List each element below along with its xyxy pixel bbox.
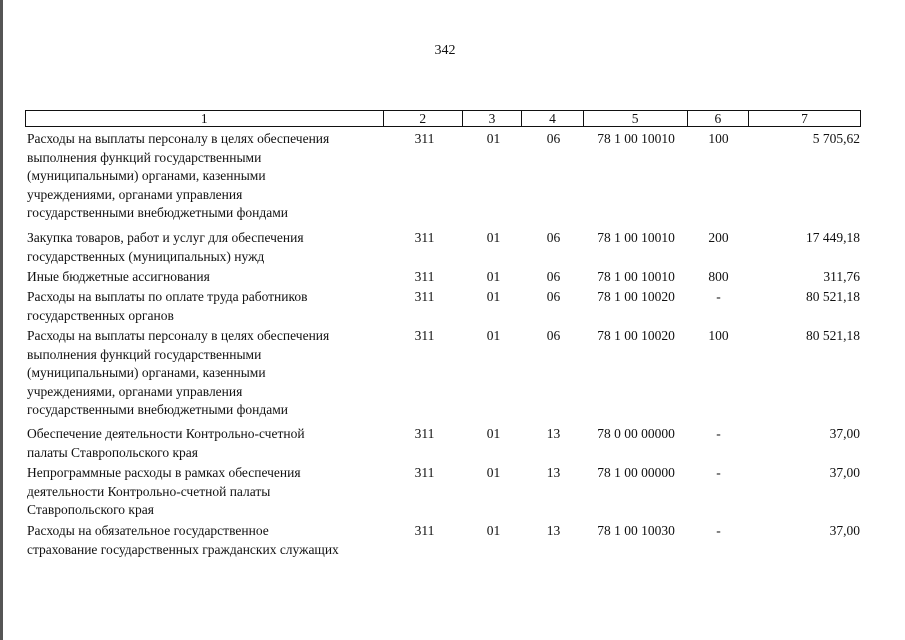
section-code: 311 xyxy=(414,289,435,304)
target-article-code: 78 1 00 00000 xyxy=(597,465,675,480)
expense-type-code: - xyxy=(716,426,721,441)
description-line: Расходы на обязательное государственное xyxy=(27,523,269,538)
amount: 311,76 xyxy=(823,269,860,284)
subsection-code: 01 xyxy=(486,523,501,538)
target-article-code: 78 1 00 10020 xyxy=(597,328,675,343)
subsection-code: 01 xyxy=(486,131,501,146)
row-description xyxy=(25,464,385,520)
subsection-code-2: 13 xyxy=(546,523,561,538)
description-line: Расходы на выплаты по оплате труда работников xyxy=(27,289,308,304)
description-line: государственными внебюджетными фондами xyxy=(27,205,289,220)
table-header xyxy=(25,110,861,127)
header-col-3: 3 xyxy=(463,111,522,126)
target-article-code: 78 1 00 10030 xyxy=(597,523,675,538)
description-line: (муниципальными) органами, казенными xyxy=(27,365,266,380)
subsection-code: 01 xyxy=(486,465,501,480)
amount: 5 705,62 xyxy=(812,131,860,146)
subsection-code: 01 xyxy=(486,426,501,441)
expense-type-code: 800 xyxy=(708,269,729,284)
description-line: страхование государственных гражданских служащих xyxy=(27,541,339,557)
description-line: палаты Ставропольского края xyxy=(27,444,198,460)
description-line: Непрограммные расходы в рамках обеспечения xyxy=(27,465,301,480)
section-code: 311 xyxy=(414,523,435,538)
row-description xyxy=(25,229,385,266)
description-line: Закупка товаров, работ и услуг для обеспечения xyxy=(27,230,304,245)
amount: 37,00 xyxy=(829,523,860,538)
section-code: 311 xyxy=(414,426,435,441)
expense-type-code: 200 xyxy=(708,230,729,245)
subsection-code: 01 xyxy=(486,230,501,245)
description-line: (муниципальными) органами, казенными xyxy=(27,168,266,183)
expense-type-code: - xyxy=(716,523,721,538)
row-description xyxy=(25,522,385,559)
expense-type-code: 100 xyxy=(708,328,729,343)
amount: 80 521,18 xyxy=(806,328,860,343)
table-row xyxy=(25,464,861,520)
header-col-7: 7 xyxy=(801,111,808,126)
section-code: 311 xyxy=(414,230,435,245)
description-line: Расходы на выплаты персоналу в целях обеспечения xyxy=(27,131,330,146)
amount: 17 449,18 xyxy=(806,230,860,245)
description-line: государственных органов xyxy=(27,307,174,323)
table-row xyxy=(25,288,861,325)
table-row xyxy=(25,327,861,420)
amount: 37,00 xyxy=(829,465,860,480)
table-row xyxy=(25,268,861,287)
expense-type-code: - xyxy=(716,465,721,480)
scan-edge xyxy=(0,0,3,640)
description-line: деятельности Контрольно-счетной палаты xyxy=(27,483,271,499)
description-line: выполнения функций государственными xyxy=(27,149,262,165)
subsection-code: 01 xyxy=(486,289,501,304)
description-line: Расходы на выплаты персоналу в целях обеспечения xyxy=(27,328,330,343)
expense-type-code: - xyxy=(716,289,721,304)
header-col-5: 5 xyxy=(584,111,688,126)
description-line: государственными внебюджетными фондами xyxy=(27,402,289,417)
description-line: выполнения функций государственными xyxy=(27,346,262,362)
subsection-code: 01 xyxy=(486,269,501,284)
target-article-code: 78 0 00 00000 xyxy=(597,426,675,441)
description-line: учреждениями, органами управления xyxy=(27,383,243,399)
target-article-code: 78 1 00 10020 xyxy=(597,289,675,304)
row-description xyxy=(25,327,385,420)
row-description xyxy=(25,288,385,325)
section-code: 311 xyxy=(414,465,435,480)
header-col-4: 4 xyxy=(522,111,583,126)
amount: 37,00 xyxy=(829,426,860,441)
subsection-code-2: 13 xyxy=(546,426,561,441)
subsection-code-2: 13 xyxy=(546,465,561,480)
description-line: Иные бюджетные ассигнования xyxy=(27,269,210,284)
target-article-code: 78 1 00 10010 xyxy=(597,269,675,284)
subsection-code: 01 xyxy=(486,328,501,343)
section-code: 311 xyxy=(414,269,435,284)
description-line: государственных (муниципальных) нужд xyxy=(27,248,265,264)
description-line: учреждениями, органами управления xyxy=(27,186,243,202)
table-row xyxy=(25,522,861,559)
table-row xyxy=(25,425,861,462)
table-row xyxy=(25,229,861,266)
header-col-2: 2 xyxy=(384,111,463,126)
subsection-code-2: 06 xyxy=(546,131,561,146)
description-line: Ставропольского края xyxy=(27,502,154,517)
subsection-code-2: 06 xyxy=(546,269,561,284)
target-article-code: 78 1 00 10010 xyxy=(597,131,675,146)
subsection-code-2: 06 xyxy=(546,289,561,304)
subsection-code-2: 06 xyxy=(546,230,561,245)
row-description xyxy=(25,130,385,223)
table-row xyxy=(25,130,861,223)
row-description xyxy=(25,425,385,462)
target-article-code: 78 1 00 10010 xyxy=(597,230,675,245)
section-code: 311 xyxy=(414,131,435,146)
header-col-1: 1 xyxy=(26,111,384,126)
section-code: 311 xyxy=(414,328,435,343)
description-line: Обеспечение деятельности Контрольно-счетной xyxy=(27,426,305,441)
row-description xyxy=(25,268,385,287)
page-number: 342 xyxy=(434,43,456,58)
amount: 80 521,18 xyxy=(806,289,860,304)
subsection-code-2: 06 xyxy=(546,328,561,343)
header-col-6: 6 xyxy=(688,111,749,126)
expense-type-code: 100 xyxy=(708,131,729,146)
